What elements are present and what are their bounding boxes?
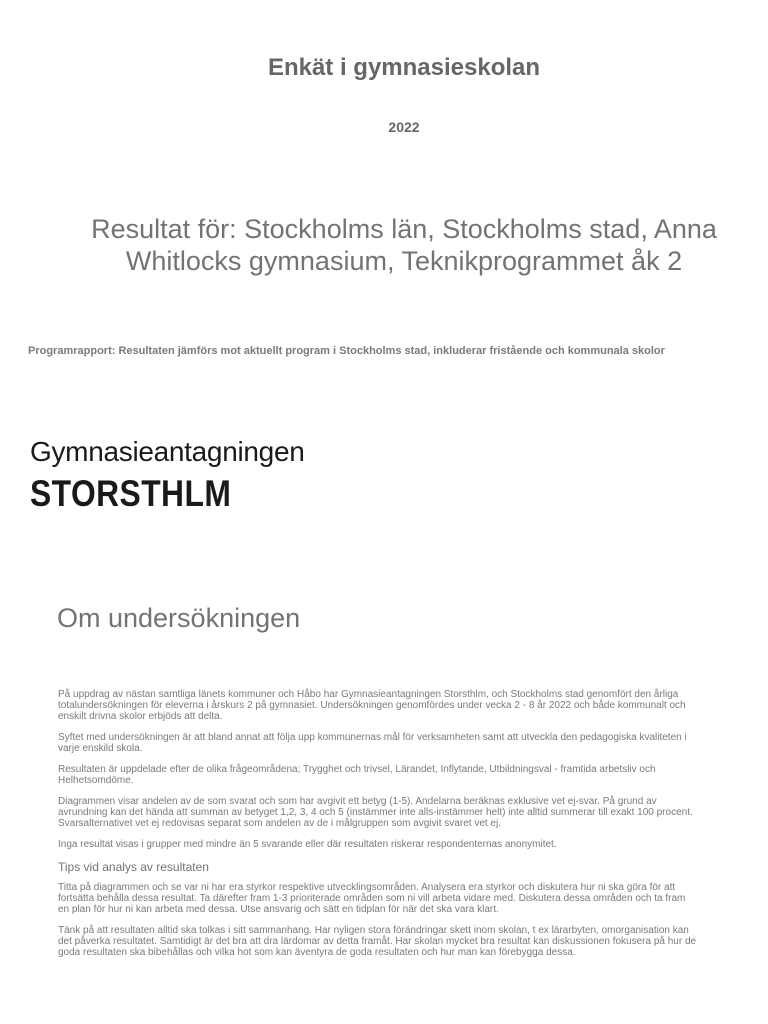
tips-title: Tips vid analys av resultaten [58, 860, 209, 874]
document-title: Enkät i gymnasieskolan [267, 54, 541, 81]
tips-paragraph-2: Tänk på att resultaten alltid ska tolkas i sitt sammanhang. Har nyligen stora förändringar skett inom skolan, t ex lärarbyten, omorganisation kan det påverka resultatet. Samtidigt är det bra att dra lärdomar av detta framåt. Har skolan mycket bra resultat kan diskussionen fokusera på hur de goda resultaten ska bibehållas och vilka hot som kan äventyra de goda resultaten och hur man kan förebygga dessa. [58, 925, 697, 958]
paragraph-2: Syftet med undersökningen är att bland annat att följa upp kommunernas mål för verksamheten samt att utveckla den pedagogiska kvaliteten i varje enskild skola. [58, 732, 687, 754]
paragraph-4: Diagrammen visar andelen av de som svarat och som har avgivit ett betyg (1-5). Andelarna beräknas exklusive vet ej-svar. På grund av avrundning kan det hända att summan av betyget 1,2, 3, 4 och 5 (instämmer inte alls-instämmer helt) inte alltid summerar till exakt 100 procent. Svarsalternativet vet ej redovisas separat som andelen av de i målgruppen som avgivit svaret vet ej. [58, 796, 693, 829]
paragraph-1: På uppdrag av nästan samtliga länets kommuner och Håbo har Gymnasieantagningen Storsthlm, och Stockholms stad genomfört den årliga totalundersökningen för eleverna i årskurs 2 på gymnasiet. Undersökningen genomfördes under vecka 2 - 8 år 2022 och både kommunalt och enskilt drivna skolor erbjöds att delta. [58, 689, 686, 722]
result-heading: Resultat för: Stockholms län, Stockholms stad, Anna Whitlocks gymnasium, Teknikprogrammet åk 2 [91, 214, 717, 276]
survey-year: 2022 [388, 119, 420, 135]
paragraph-3: Resultaten är uppdelade efter de olika frågeområdena; Trygghet och trivsel, Lärandet, Inflytande, Utbildningsval - framtida arbetsliv och Helhetsomdöme. [58, 764, 656, 786]
logo-line-2: STORSTHLM [30, 473, 232, 514]
logo-line-1: Gymnasieantagningen [30, 436, 305, 467]
body-text [58, 689, 698, 968]
program-note: Programrapport: Resultaten jämförs mot aktuellt program i Stockholms stad, inkluderar fristående och kommunala skolor [28, 345, 665, 357]
tips-paragraph-1: Titta på diagrammen och se var ni har era styrkor respektive utvecklingsområden. Analysera era styrkor och diskutera hur ni ska göra för att fortsätta behålla dessa resultat. Ta därefter fram 1-3 prioriterade områden som ni vill arbeta vidare med. Diskutera dessa områden och ta fram en plan för hur ni kan arbeta med dessa. Utse ansvarig och sätt en tidplan för när det ska vara klart. [58, 882, 686, 915]
paragraph-5: Inga resultat visas i grupper med mindre än 5 svarande eller där resultaten riskerar respondenternas anonymitet. [58, 839, 557, 850]
section-title: Om undersökningen [57, 603, 301, 633]
storsthlm-logo [30, 434, 305, 514]
